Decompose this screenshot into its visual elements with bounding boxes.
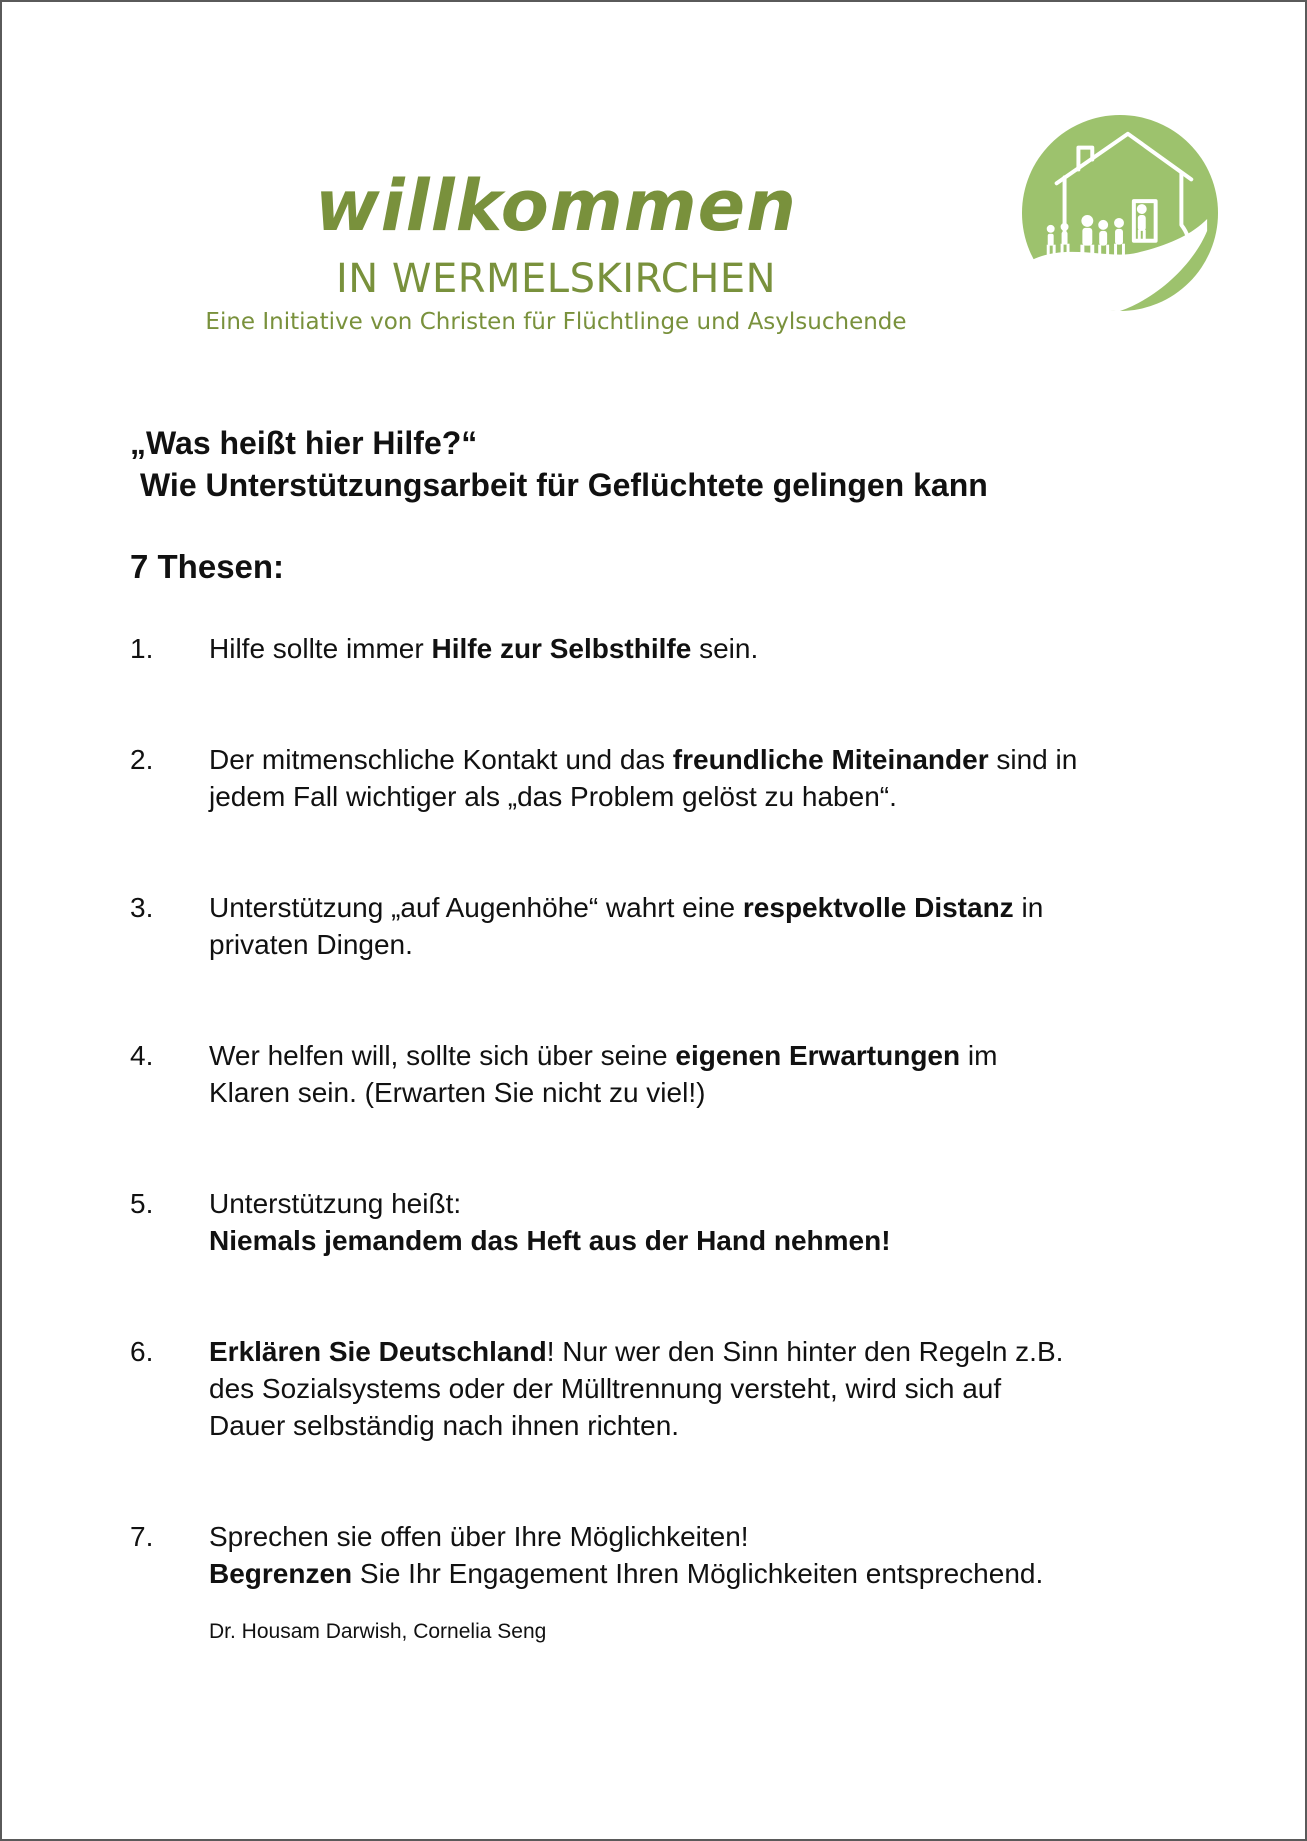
thesis-number: 1. (130, 633, 154, 664)
section-heading: 7 Thesen: (130, 548, 285, 585)
thesis-number: 4. (130, 1040, 154, 1071)
thesis-item-7 (130, 1518, 1190, 1592)
document-title: „Was heißt hier Hilfe?“ (130, 425, 478, 461)
thesis-highlight: Begrenzen (209, 1558, 353, 1589)
thesis-line: Wer helfen will, sollte sich über seine eigenen Erwartungen im (209, 1040, 998, 1071)
thesis-line: Sprechen sie offen über Ihre Möglichkeiten! (209, 1521, 749, 1552)
thesis-highlight: Niemals jemandem das Heft aus der Hand nehmen! (209, 1225, 891, 1256)
thesis-number: 6. (130, 1336, 154, 1367)
thesis-highlight: freundliche Miteinander (672, 744, 989, 775)
thesis-line: Hilfe sollte immer Hilfe zur Selbsthilfe sein. (209, 633, 759, 664)
thesis-line: Klaren sein. (Erwarten Sie nicht zu viel!) (209, 1077, 706, 1108)
brand-title: willkommen (315, 165, 797, 247)
thesis-line: Begrenzen Sie Ihr Engagement Ihren Möglichkeiten entsprechend. (209, 1558, 1044, 1589)
thesis-highlight: respektvolle Distanz (742, 892, 1014, 923)
thesis-number: 3. (130, 892, 154, 923)
thesis-number: 5. (130, 1188, 154, 1219)
thesis-line: jedem Fall wichtiger als „das Problem gelöst zu haben“. (209, 781, 897, 812)
thesis-highlight: Hilfe zur Selbsthilfe (431, 633, 692, 664)
brand-city: IN WERMELSKIRCHEN (335, 256, 777, 302)
document-subtitle: Wie Unterstützungsarbeit für Geflüchtete gelingen kann (140, 467, 988, 503)
thesis-line: Unterstützung heißt: (209, 1188, 462, 1219)
document-body (130, 422, 1190, 1646)
thesis-number: 2. (130, 744, 154, 775)
thesis-line: Der mitmenschliche Kontakt und das freundliche Miteinander sind in (209, 744, 1078, 775)
thesis-line: Dauer selbständig nach ihnen richten. (209, 1410, 680, 1441)
thesis-item-4 (130, 1037, 1190, 1111)
thesis-line: privaten Dingen. (209, 929, 413, 960)
thesis-item-3 (130, 889, 1190, 963)
house-family-logo-icon (1021, 114, 1219, 312)
letterhead (2, 2, 1102, 362)
thesis-number: 7. (130, 1521, 154, 1552)
thesis-highlight: Erklären Sie Deutschland (209, 1336, 547, 1367)
thesis-item-6 (130, 1333, 1190, 1444)
thesis-item-1 (130, 630, 1190, 667)
thesis-item-5 (130, 1185, 1190, 1259)
thesis-line: des Sozialsystems oder der Mülltrennung versteht, wird sich auf (209, 1373, 1002, 1404)
thesis-line: Erklären Sie Deutschland! Nur wer den Sinn hinter den Regeln z.B. (209, 1336, 1064, 1367)
author-signature: Dr. Housam Darwish, Cornelia Seng (209, 1620, 547, 1643)
thesis-item-2 (130, 741, 1190, 815)
thesis-line: Unterstützung „auf Augenhöhe“ wahrt eine respektvolle Distanz in (209, 892, 1044, 923)
brand-tagline: Eine Initiative von Christen für Flüchtlinge und Asylsuchende (205, 309, 907, 335)
thesis-highlight: eigenen Erwartungen (675, 1040, 961, 1071)
thesis-list (130, 630, 1190, 1592)
